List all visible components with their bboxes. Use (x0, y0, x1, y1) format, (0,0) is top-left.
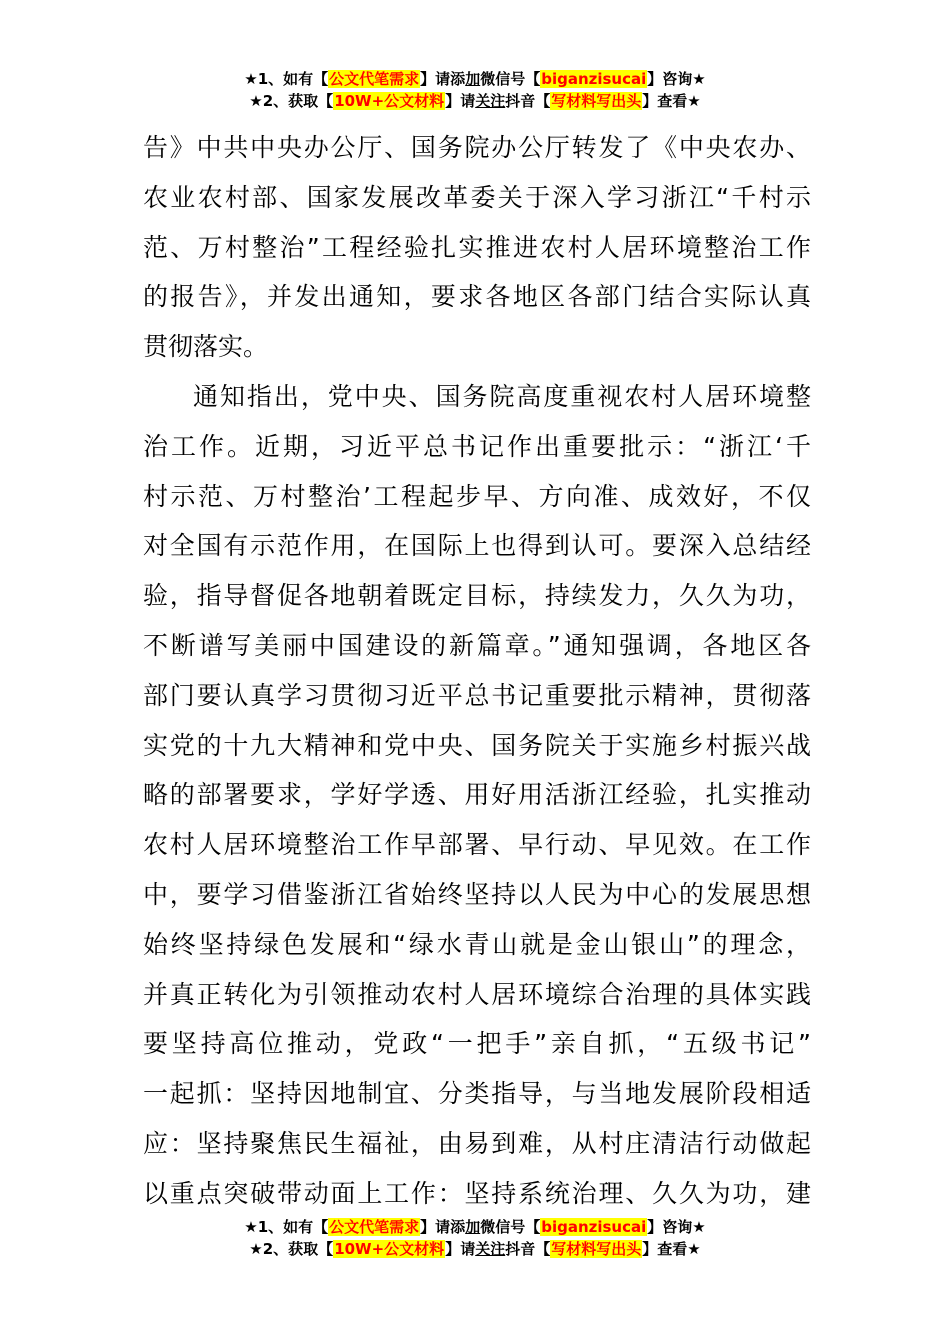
text-line: 对全国有示范作用，在国际上也得到认可。要深入总结经 (143, 531, 811, 561)
paragraph-2 (143, 372, 811, 1219)
promo-footer (0, 1216, 950, 1260)
text-line: 农村人居环境整治工作早部署、早行动、早见效。在工作 (143, 830, 811, 860)
promo-line-2: ★2、获取【10W+公文材料】请关注抖音【写材料写出头】查看★ (249, 1240, 701, 1258)
promo-line-1: ★1、如有【公文代笔需求】请添加微信号【biganzisucai】咨询★ (244, 1218, 706, 1236)
text-line: 通知指出，党中央、国务院高度重视农村人居环境整 (193, 381, 811, 411)
text-line: 的报告》，并发出通知，要求各地区各部门结合实际认真 (143, 282, 811, 312)
text-line: 不断谱写美丽中国建设的新篇章。”通知强调，各地区各 (143, 630, 811, 660)
text-line: 始终坚持绿色发展和“绿水青山就是金山银山”的理念， (143, 929, 811, 959)
text-line: 并真正转化为引领推动农村人居环境综合治理的具体实践 (143, 979, 811, 1009)
text-line: 范、万村整治”工程经验扎实推进农村人居环境整治工作 (143, 232, 811, 262)
text-line: 以重点突破带动面上工作：坚持系统治理、久久为功，建 (143, 1178, 811, 1208)
paragraph-1 (143, 123, 811, 372)
highlight-materials: 10W+公文材料 (334, 1240, 445, 1258)
text-line: 要坚持高位推动，党政“一把手”亲自抓，“五级书记” (143, 1029, 811, 1059)
highlight-writing-service: 公文代笔需求 (329, 70, 420, 88)
text-line: 治工作。近期，习近平总书记作出重要批示：“浙江‘千 (143, 431, 811, 461)
highlight-douyin-account: 写材料写出头 (551, 92, 642, 110)
promo-line-1: ★1、如有【公文代笔需求】请添加微信号【biganzisucai】咨询★ (244, 70, 706, 88)
document-body (143, 123, 811, 1219)
text-line: 中，要学习借鉴浙江省始终坚持以人民为中心的发展思想 (143, 879, 811, 909)
promo-header (0, 68, 950, 112)
text-line: 贯彻落实。 (143, 332, 269, 362)
text-line: 验，指导督促各地朝着既定目标，持续发力，久久为功， (143, 581, 811, 611)
highlight-writing-service: 公文代笔需求 (329, 1218, 420, 1236)
text-line: 部门要认真学习贯彻习近平总书记重要批示精神，贯彻落 (143, 680, 811, 710)
highlight-wechat-id: biganzisucai (541, 1218, 647, 1236)
text-line: 农业农村部、国家发展改革委关于深入学习浙江“千村示 (143, 182, 811, 212)
promo-line-2: ★2、获取【10W+公文材料】请关注抖音【写材料写出头】查看★ (249, 92, 701, 110)
text-line: 应：坚持聚焦民生福祉，由易到难，从村庄清洁行动做起 (143, 1128, 811, 1158)
text-line: 村示范、万村整治’工程起步早、方向准、成效好，不仅 (143, 481, 811, 511)
highlight-wechat-id: biganzisucai (541, 70, 647, 88)
text-line: 一起抓：坚持因地制宜、分类指导，与当地发展阶段相适 (143, 1079, 811, 1109)
text-line: 告》中共中央办公厅、国务院办公厅转发了《中央农办、 (143, 133, 811, 162)
highlight-douyin-account: 写材料写出头 (551, 1240, 642, 1258)
text-line: 略的部署要求，学好学透、用好用活浙江经验，扎实推动 (143, 780, 811, 810)
text-line: 实党的十九大精神和党中央、国务院关于实施乡村振兴战 (143, 730, 811, 760)
highlight-materials: 10W+公文材料 (334, 92, 445, 110)
